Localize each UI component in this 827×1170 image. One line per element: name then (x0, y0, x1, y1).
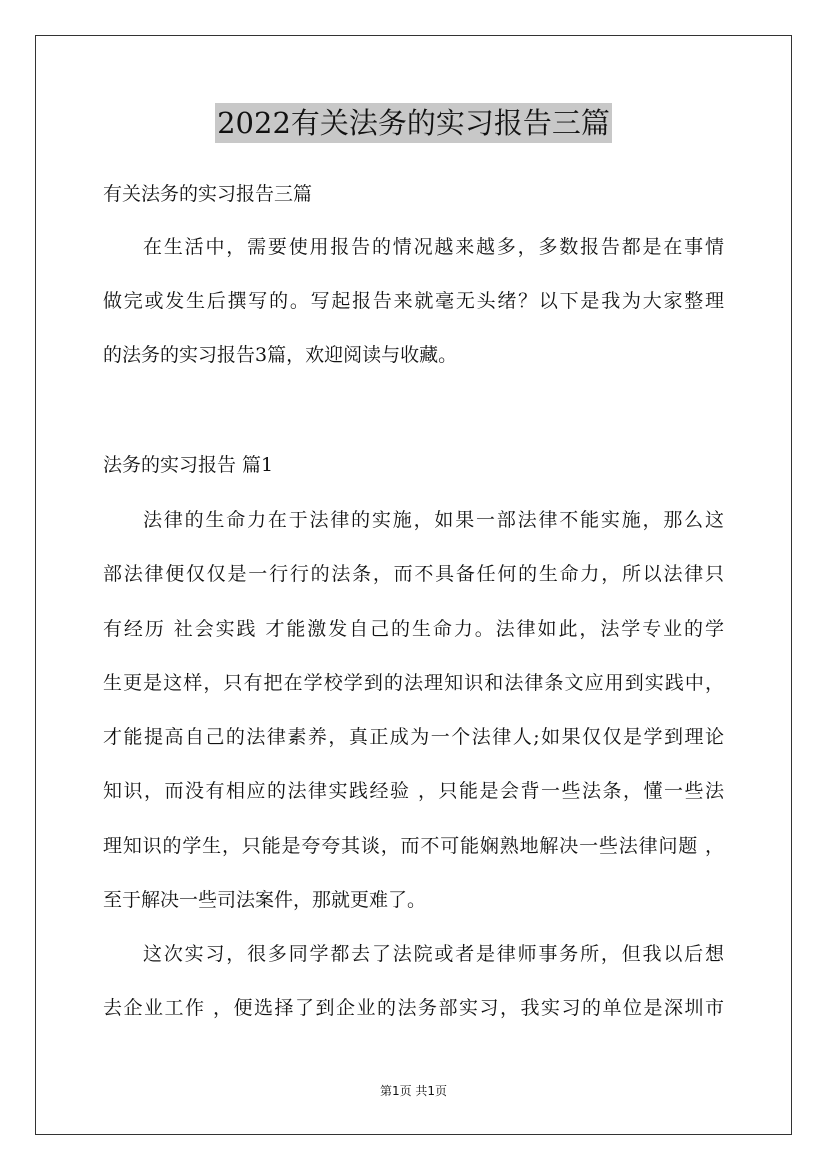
paragraph1-line-5: 才能提高自己的法律素养，真正成为一个法律人;如果仅仅是学到理论 (103, 726, 724, 748)
intro-line-3: 的法务的实习报告3篇，欢迎阅读与收藏。 (103, 344, 458, 366)
intro-line-1: 在生活中，需要使用报告的情况越来越多，多数报告都是在事情 (143, 236, 724, 258)
paragraph2-line-1: 这次实习，很多同学都去了法院或者是律师事务所，但我以后想 (143, 943, 724, 965)
title-container (0, 103, 827, 143)
paragraph2-line-2: 去企业工作 ，便选择了到企业的法务部实习，我实习的单位是深圳市 (103, 997, 724, 1019)
intro-line-2: 做完或发生后撰写的。写起报告来就毫无头绪？以下是我为大家整理 (103, 290, 724, 312)
paragraph1-line-2: 部法律便仅仅是一行行的法条，而不具备任何的生命力，所以法律只 (103, 563, 724, 585)
document-subtitle: 有关法务的实习报告三篇 (103, 183, 313, 205)
paragraph1-line-3: 有经历 社会实践 才能激发自己的生命力。法律如此，法学专业的学 (103, 618, 724, 640)
paragraph1-line-6: 知识，而没有相应的法律实践经验 ，只能是会背一些法条，懂一些法 (103, 780, 724, 802)
document-title: 2022有关法务的实习报告三篇 (215, 103, 612, 143)
paragraph1-line-4: 生更是这样，只有把在学校学到的法理知识和法律条文应用到实践中， (103, 672, 724, 694)
section-heading: 法务的实习报告 篇1 (103, 454, 274, 476)
paragraph1-line-8: 至于解决一些司法案件，那就更难了。 (103, 889, 427, 911)
paragraph1-line-7: 理知识的学生，只能是夸夸其谈，而不可能娴熟地解决一些法律问题 ， (103, 835, 724, 857)
page-footer: 第1页 共1页 (379, 1084, 448, 1098)
paragraph1-line-1: 法律的生命力在于法律的实施，如果一部法律不能实施，那么这 (143, 509, 724, 531)
